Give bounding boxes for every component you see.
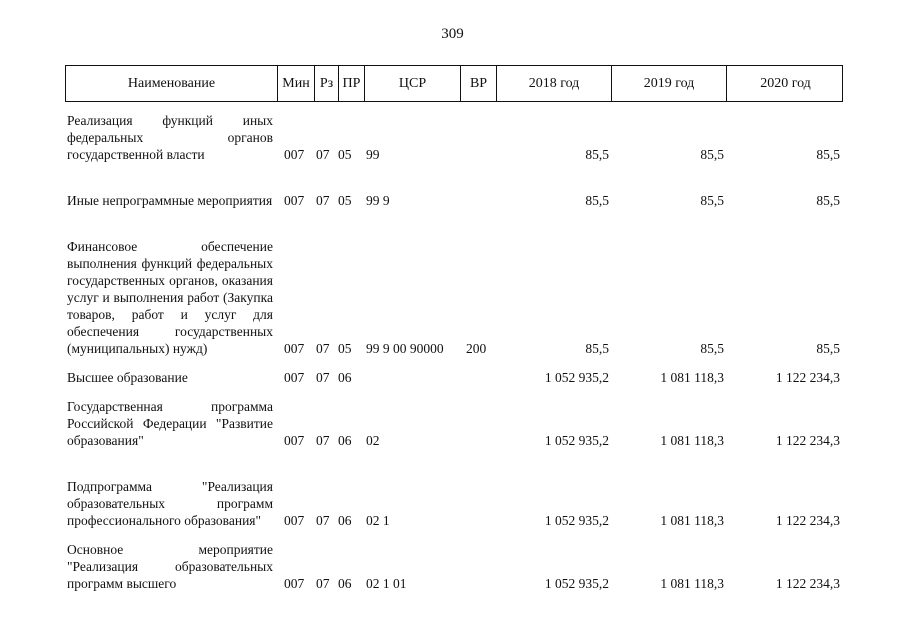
cell-2019: 1 081 118,3: [660, 433, 724, 448]
table-row: [65, 112, 843, 163]
cell-2019: 1 081 118,3: [660, 576, 724, 591]
cell-rz: 07: [316, 341, 330, 356]
table-row: [65, 461, 843, 529]
cell-rz: 07: [316, 433, 330, 448]
cell-2019: 85,5: [700, 193, 724, 208]
table-row: [65, 175, 843, 209]
header-2020: 2020 год: [726, 66, 844, 101]
row-name: Иные непрограммные мероприятия: [67, 193, 273, 208]
cell-vr: 200: [466, 341, 487, 356]
header-vr: ВР: [460, 66, 496, 101]
cell-rz: 07: [316, 576, 330, 591]
cell-2019: 85,5: [700, 147, 724, 162]
cell-csr: 02 1 01: [366, 576, 407, 591]
cell-pr: 05: [338, 341, 352, 356]
cell-2018: 1 052 935,2: [544, 433, 609, 448]
cell-2020: 85,5: [816, 341, 840, 356]
cell-csr: 02 1: [366, 513, 390, 528]
cell-2018: 1 052 935,2: [544, 513, 609, 528]
table-row: [65, 369, 843, 386]
cell-rz: 07: [316, 147, 330, 162]
row-name: Финансовое обеспечение выполнения функций федеральных государственных органов, оказания услуг и выполнения работ (Закупка товаров, работ и услуг для обеспечения государственных (муниципальных) нужд): [67, 239, 273, 356]
cell-2018: 85,5: [585, 341, 609, 356]
cell-2020: 1 122 234,3: [775, 370, 840, 385]
cell-pr: 06: [338, 576, 352, 591]
cell-csr: 99 9: [366, 193, 390, 208]
cell-min: 007: [284, 193, 305, 208]
table-header: [65, 65, 843, 102]
cell-2019: 1 081 118,3: [660, 513, 724, 528]
header-name: Наименование: [127, 75, 216, 91]
cell-pr: 06: [338, 513, 352, 528]
table-row: [65, 221, 843, 357]
cell-2018: 1 052 935,2: [544, 370, 609, 385]
header-csr: ЦСР: [364, 66, 460, 101]
cell-rz: 07: [316, 370, 330, 385]
cell-rz: 07: [316, 193, 330, 208]
header-min: Мин: [277, 66, 314, 101]
page-number: 309: [441, 26, 464, 42]
budget-table: [65, 65, 843, 592]
cell-pr: 06: [338, 433, 352, 448]
row-name: Государственная программа Российской Федерации "Развитие образования": [67, 399, 273, 448]
cell-min: 007: [284, 433, 305, 448]
row-name: Реализация функций иных федеральных органов государственной власти: [67, 113, 273, 162]
header-2018: 2018 год: [496, 66, 611, 101]
cell-2020: 1 122 234,3: [775, 513, 840, 528]
cell-csr: 99 9 00 90000: [366, 341, 444, 356]
header-pr: ПР: [338, 66, 364, 101]
header-2019: 2019 год: [611, 66, 726, 101]
cell-min: 007: [284, 576, 305, 591]
cell-min: 007: [284, 370, 305, 385]
row-name: Высшее образование: [67, 370, 188, 385]
table-body: [65, 112, 843, 592]
cell-2018: 85,5: [585, 147, 609, 162]
cell-min: 007: [284, 513, 305, 528]
cell-pr: 05: [338, 147, 352, 162]
cell-2020: 1 122 234,3: [775, 433, 840, 448]
cell-min: 007: [284, 341, 305, 356]
cell-2019: 85,5: [700, 341, 724, 356]
header-rz: Рз: [314, 66, 338, 101]
cell-csr: 99: [366, 147, 380, 162]
cell-2019: 1 081 118,3: [660, 370, 724, 385]
row-name: Подпрограмма "Реализация образовательных программ профессионального образования": [67, 479, 273, 528]
cell-2018: 85,5: [585, 193, 609, 208]
cell-2018: 1 052 935,2: [544, 576, 609, 591]
table-row: [65, 541, 843, 592]
cell-min: 007: [284, 147, 305, 162]
table-row: [65, 398, 843, 449]
cell-pr: 05: [338, 193, 352, 208]
row-name: Основное мероприятие "Реализация образовательных программ высшего: [67, 542, 273, 591]
cell-csr: 02: [366, 433, 380, 448]
cell-pr: 06: [338, 370, 352, 385]
cell-2020: 85,5: [816, 193, 840, 208]
cell-2020: 85,5: [816, 147, 840, 162]
cell-2020: 1 122 234,3: [775, 576, 840, 591]
cell-rz: 07: [316, 513, 330, 528]
